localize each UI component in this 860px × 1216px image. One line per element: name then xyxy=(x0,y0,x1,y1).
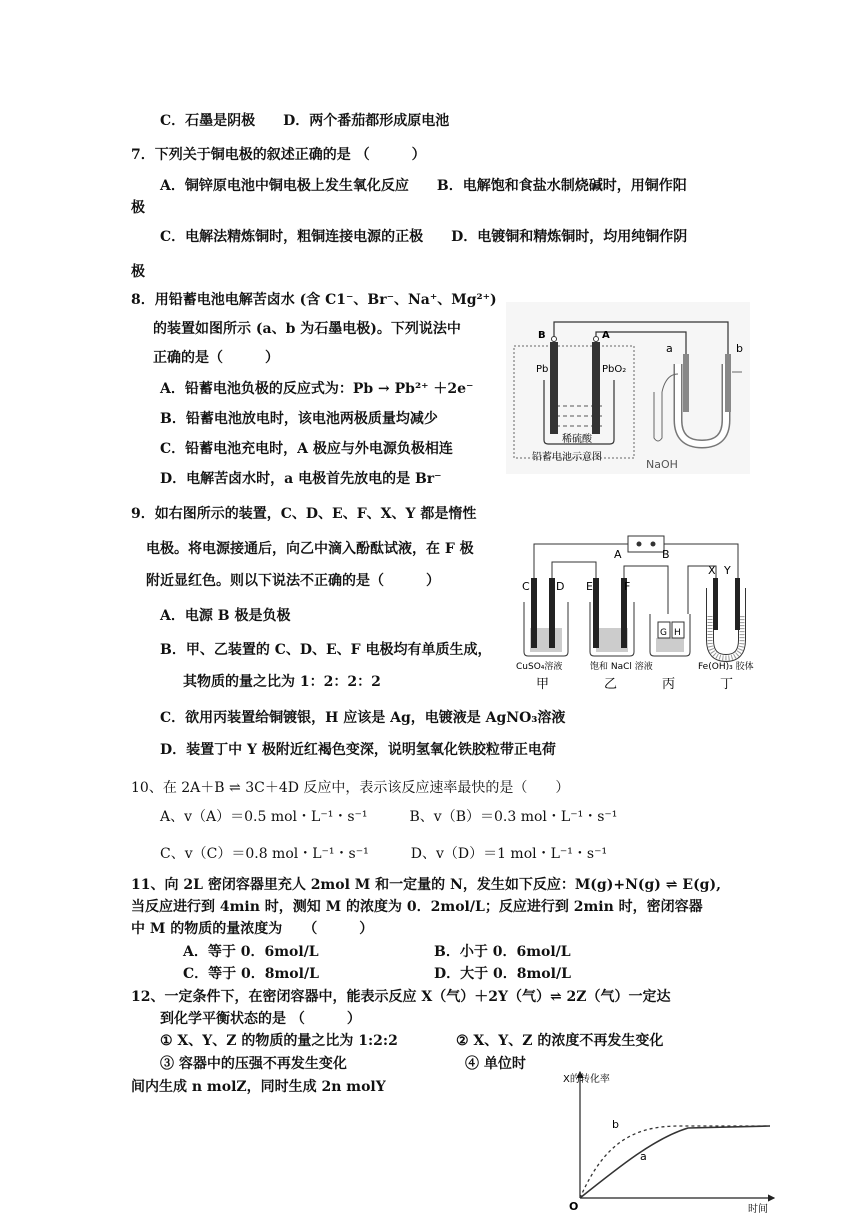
solution-bing xyxy=(656,638,684,652)
q8-stem-3: 正确的是（ ） xyxy=(153,350,279,366)
q11-option-a: A．等于 0．6mol/L xyxy=(183,944,319,960)
electrode-e xyxy=(593,578,599,648)
label-nacl: 饱和 NaCl 溶液 xyxy=(590,662,653,672)
q10-stem: 10、在 2A＋B ⇌ 3C＋4D 反应中，表示该反应速率最快的是（ ） xyxy=(131,780,570,796)
q9-stem-1: 9．如右图所示的装置，C、D、E、F、X、Y 都是惰性 xyxy=(131,506,477,522)
q11-stem-3: 中 M 的物质的量浓度为 （ ） xyxy=(131,921,374,937)
q7-options-ab: A．铜锌原电池中铜电极上发生氧化反应 B．电解饱和食盐水制烧碱时，用铜作阳 xyxy=(160,178,687,194)
curve-b xyxy=(580,1126,770,1198)
q7-stem: 7．下列关于铜电极的叙述正确的是 （ ） xyxy=(131,147,426,163)
q9-apparatus-figure xyxy=(512,532,760,692)
label-feoh3: Fe(OH)₃ 胶体 xyxy=(698,662,754,672)
label-E: E xyxy=(586,580,593,593)
q9-option-d: D．装置丁中 Y 极附近红褐色变深，说明氢氧化铁胶粒带正电荷 xyxy=(160,742,556,758)
label-H: H xyxy=(674,628,681,638)
wire xyxy=(552,562,596,578)
q8-option-c: C．铅蓄电池充电时，A 极应与外电源负极相连 xyxy=(160,441,453,457)
q11-option-d: D．大于 0．8mol/L xyxy=(434,966,571,982)
label-A: A xyxy=(602,330,610,341)
terminal-b xyxy=(651,542,656,547)
q7-options-cd-wrap: 极 xyxy=(131,264,145,280)
q11-option-b: B．小于 0．6mol/L xyxy=(434,944,571,960)
terminal-a xyxy=(594,337,599,342)
q11-stem-2: 当反应进行到 4min 时，测知 M 的浓度为 0．2mol/L；反应进行到 2min 时，密闭容器 xyxy=(131,899,703,915)
label-pb: Pb xyxy=(536,364,549,375)
q12-stem-2: 到化学平衡状态的是 （ ） xyxy=(160,1011,361,1027)
electrode-x xyxy=(713,578,718,630)
q8-stem-2: 的装置如图所示 (a、b 为石墨电极)。下列说法中 xyxy=(153,321,461,337)
label-ding: 丁 xyxy=(720,677,734,692)
label-a: a xyxy=(666,342,673,355)
label-X: X xyxy=(708,564,716,577)
q8-option-d: D．电解苦卤水时，a 电极首先放电的是 Br⁻ xyxy=(160,471,442,487)
q7-options-ab-wrap: 极 xyxy=(131,200,145,216)
y-axis-label xyxy=(563,1072,610,1085)
electrode-pb xyxy=(550,342,558,434)
label-pbo2: PbO₂ xyxy=(602,364,627,375)
q11-option-c: C．等于 0．8mol/L xyxy=(183,966,319,982)
q12-item-2: ② X、Y、Z 的浓度不再发生变化 xyxy=(456,1033,664,1049)
q8-apparatus-figure xyxy=(506,302,750,474)
label-jia: 甲 xyxy=(536,677,550,692)
electrode-a xyxy=(683,354,689,412)
wire xyxy=(624,566,668,614)
q6-options-cd: C．石墨是阴极 D．两个番茄都形成原电池 xyxy=(160,113,450,129)
origin-label: O xyxy=(569,1200,579,1213)
figure-background xyxy=(506,302,750,474)
terminal-b xyxy=(552,337,557,342)
curve-a xyxy=(580,1126,770,1198)
x-axis-label: 时间 xyxy=(748,1204,768,1215)
electrode-y xyxy=(735,578,740,630)
q9-option-a: A．电源 B 极是负极 xyxy=(160,608,291,624)
label-B: B xyxy=(538,330,546,341)
label-bing: 丙 xyxy=(662,677,676,692)
q12-stem-1: 12、一定条件下，在密闭容器中，能表示反应 X（气）＋2Y（气）⇌ 2Z（气）一定达 xyxy=(131,989,671,1005)
label-cuso4: CuSO₄溶液 xyxy=(516,662,563,672)
label-B: B xyxy=(662,548,670,561)
q12-item-3: ③ 容器中的压强不再发生变化 xyxy=(160,1056,347,1072)
q11-stem-1: 11、向 2L 密闭容器里充人 2mol M 和一定量的 N，发生如下反应：M(g)+N(g) ⇌ E(g), xyxy=(131,877,721,893)
label-naoh: NaOH xyxy=(646,458,678,471)
q9-option-b: B．甲、乙装置的 C、D、E、F 电极均有单质生成， xyxy=(160,642,492,658)
electrode-b xyxy=(725,354,731,412)
label-b: b xyxy=(736,342,743,355)
curve-b-label: b xyxy=(612,1118,619,1131)
q9-option-c: C．欲用丙装置给铜镀银，H 应该是 Ag，电镀液是 AgNO₃溶液 xyxy=(160,710,566,726)
electrode-c xyxy=(531,578,537,648)
q8-option-a: A．铅蓄电池负极的反应式为：Pb → Pb²⁺ ＋2e⁻ xyxy=(160,381,474,397)
q12-item-4-cont: 间内生成 n molZ，同时生成 2n molY xyxy=(131,1079,386,1095)
q9-option-b-cont: 其物质的量之比为 1：2：2：2 xyxy=(183,674,381,690)
q9-stem-2: 电极。将电源接通后，向乙中滴入酚酞试液，在 F 极 xyxy=(146,541,474,557)
terminal-a xyxy=(637,542,642,547)
electrode-d xyxy=(549,578,555,648)
label-D: D xyxy=(556,580,565,593)
label-G: G xyxy=(660,628,667,638)
label-Y: Y xyxy=(724,564,731,577)
curve-a-label: a xyxy=(640,1150,647,1163)
q7-options-cd: C．电解法精炼铜时，粗铜连接电源的正极 D．电镀铜和精炼铜时，均用纯铜作阴 xyxy=(160,229,688,245)
q12-conversion-graph xyxy=(560,1066,780,1216)
label-C: C xyxy=(522,580,530,593)
q8-stem-1: 8．用铅蓄电池电解苦卤水 (含 C1⁻、Br⁻、Na⁺、Mg²⁺) xyxy=(131,292,497,308)
electrode-pbo2 xyxy=(592,342,600,434)
q10-options-ab: A、v（A）＝0.5 mol・L⁻¹・s⁻¹ B、v（B）＝0.3 mol・L⁻¹・s⁻¹ xyxy=(160,809,618,825)
label-F: F xyxy=(624,580,631,593)
y-axis-label-text: X的转化率 xyxy=(563,1074,610,1085)
battery-caption: 铅蓄电池示意图 xyxy=(532,452,602,463)
q12-item-1: ① X、Y、Z 的物质的量之比为 1:2:2 xyxy=(160,1033,398,1049)
q10-options-cd: C、v（C）＝0.8 mol・L⁻¹・s⁻¹ D、v（D）＝1 mol・L⁻¹・s⁻¹ xyxy=(160,846,608,862)
label-acid: 稀硫酸 xyxy=(562,434,592,445)
q12-item-4: ④ 单位时 xyxy=(465,1056,526,1072)
label-A: A xyxy=(614,548,622,561)
q9-stem-3: 附近显红色。则以下说法不正确的是（ ） xyxy=(146,573,440,589)
power-supply xyxy=(628,536,664,552)
q8-option-b: B．铅蓄电池放电时，该电池两极质量均减少 xyxy=(160,411,438,427)
label-yi: 乙 xyxy=(604,677,618,692)
